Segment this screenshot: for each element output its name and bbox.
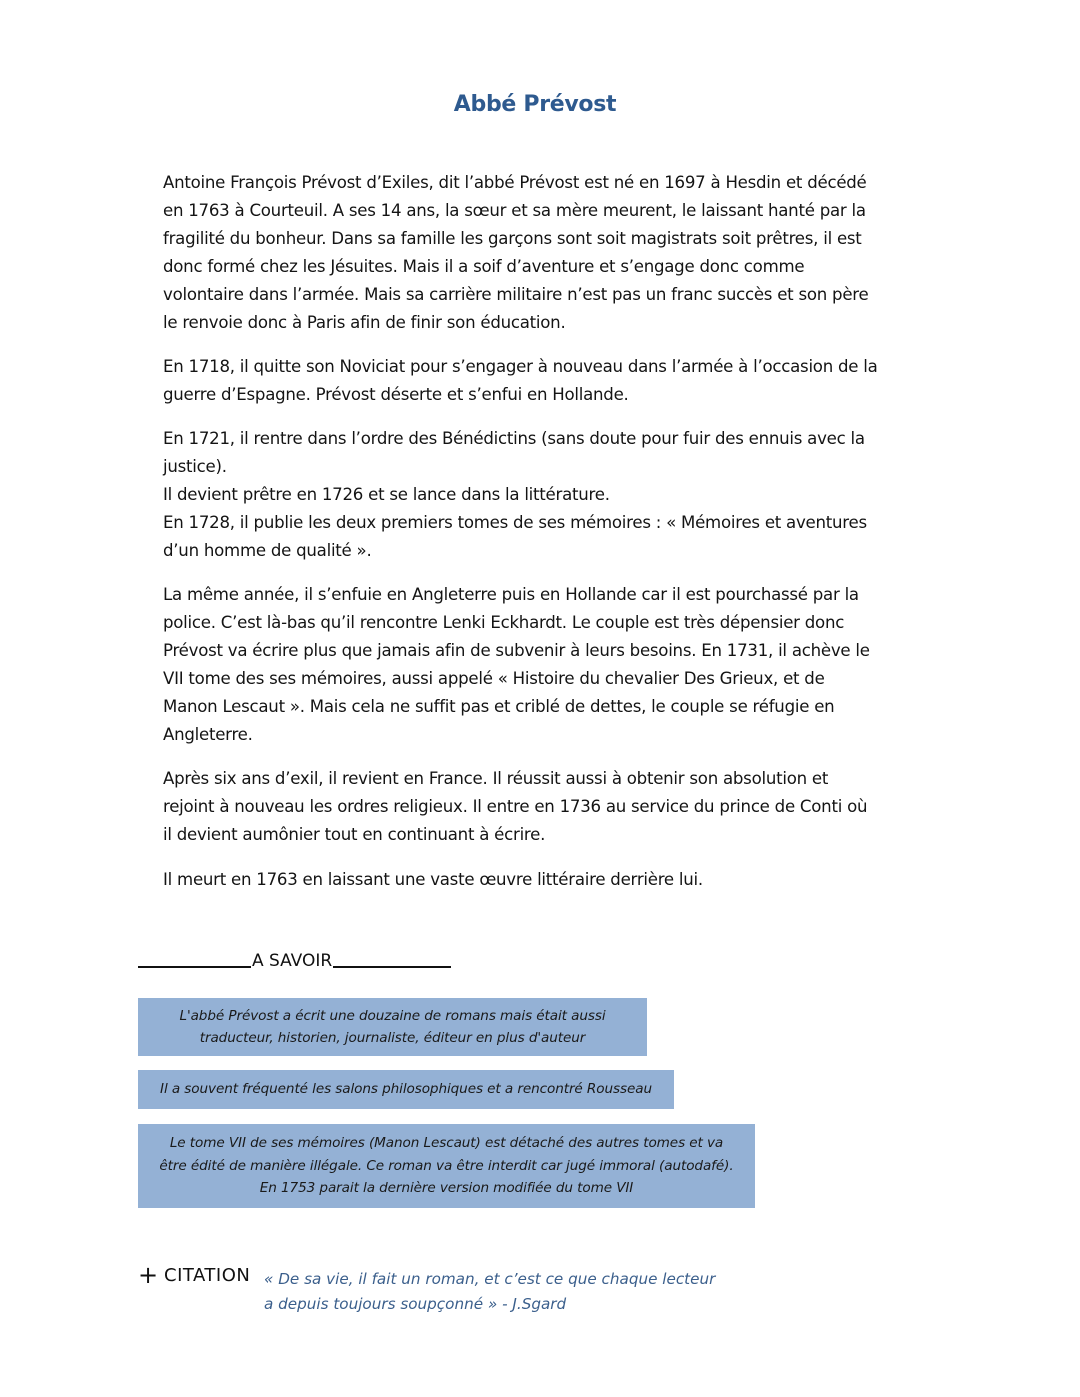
fact-line: Il a souvent fréquenté les salons philosophiques et a rencontré Rousseau <box>160 1081 652 1098</box>
biography-paragraph <box>163 866 913 910</box>
text-line: Angleterre. <box>163 725 253 744</box>
fact-line: Le tome VII de ses mémoires (Manon Lescaut) est détaché des autres tomes et va <box>169 1135 724 1152</box>
text-line: justice). <box>163 457 227 476</box>
quote-line: « De sa vie, il fait un roman, et c’est ce que chaque lecteur <box>264 1270 716 1288</box>
fact-box <box>138 1070 674 1109</box>
fact-box <box>138 998 647 1056</box>
citation-quote <box>264 1267 784 1317</box>
text-line: VII tome des ses mémoires, aussi appelé « Histoire du chevalier Des Grieux, et de <box>163 669 825 688</box>
text-line: En 1721, il rentre dans l’ordre des Bénédictins (sans doute pour fuir des ennuis avec la <box>163 429 865 448</box>
text-line: volontaire dans l’armée. Mais sa carrière militaire n’est pas un franc succès et son père <box>163 285 869 304</box>
fact-box <box>138 1124 755 1208</box>
heading-rule-left <box>138 966 251 968</box>
fact-line: En 1753 parait la dernière version modifiée du tome VII <box>259 1180 634 1197</box>
text-line: en 1763 à Courteuil. A ses 14 ans, la sœur et sa mère meurent, le laissant hanté par la <box>163 201 866 220</box>
biography-paragraph <box>163 765 913 865</box>
fact-line: être édité de manière illégale. Ce roman va être interdit car jugé immoral (autodafé). <box>159 1157 734 1174</box>
a-savoir-label: A SAVOIR <box>252 951 333 971</box>
text-line: Après six ans d’exil, il revient en France. Il réussit aussi à obtenir son absolution et <box>163 769 829 788</box>
text-line: d’un homme de qualité ». <box>163 541 372 560</box>
text-line: Il devient prêtre en 1726 et se lance dans la littérature. <box>163 485 610 504</box>
text-line: donc formé chez les Jésuites. Mais il a soif d’aventure et s’engage donc comme <box>163 257 805 276</box>
fact-line: L'abbé Prévost a écrit une douzaine de romans mais était aussi <box>179 1007 606 1024</box>
biography-paragraph <box>163 353 913 425</box>
quote-line: a depuis toujours soupçonné » - J.Sgard <box>264 1295 567 1313</box>
text-line: Prévost va écrire plus que jamais afin de subvenir à leurs besoins. En 1731, il achève le <box>163 641 870 660</box>
text-line: En 1728, il publie les deux premiers tomes de ses mémoires : « Mémoires et aventures <box>163 513 867 532</box>
text-line: rejoint à nouveau les ordres religieux. Il entre en 1736 au service du prince de Conti où <box>163 797 868 816</box>
biography-paragraph <box>163 425 913 581</box>
biography-paragraph <box>163 169 913 353</box>
text-line: La même année, il s’enfuie en Angleterre puis en Hollande car il est pourchassé par la <box>163 585 859 604</box>
plus-icon: + <box>138 1261 159 1289</box>
text-line: le renvoie donc à Paris afin de finir son éducation. <box>163 313 566 332</box>
text-line: police. C’est là-bas qu’il rencontre Lenki Eckhardt. Le couple est très dépensier donc <box>163 613 845 632</box>
text-line: guerre d’Espagne. Prévost déserte et s’enfui en Hollande. <box>163 385 629 404</box>
text-line: Manon Lescaut ». Mais cela ne suffit pas et criblé de dettes, le couple se réfugie en <box>163 697 835 716</box>
text-line: En 1718, il quitte son Noviciat pour s’engager à nouveau dans l’armée à l’occasion de la <box>163 357 878 376</box>
a-savoir-heading <box>138 948 451 972</box>
fact-line: traducteur, historien, journaliste, éditeur en plus d'auteur <box>199 1030 586 1046</box>
biography-paragraph <box>163 581 913 765</box>
citation-label: CITATION <box>164 1265 251 1286</box>
heading-rule-right <box>333 966 451 968</box>
text-line: fragilité du bonheur. Dans sa famille les garçons sont soit magistrats soit prêtres, il est <box>163 229 862 248</box>
text-line: Il meurt en 1763 en laissant une vaste œuvre littéraire derrière lui. <box>163 870 703 889</box>
page-title: Abbé Prévost <box>453 92 617 117</box>
text-line: Antoine François Prévost d’Exiles, dit l’abbé Prévost est né en 1697 à Hesdin et décédé <box>163 173 867 192</box>
text-line: il devient aumônier tout en continuant à écrire. <box>163 825 546 844</box>
